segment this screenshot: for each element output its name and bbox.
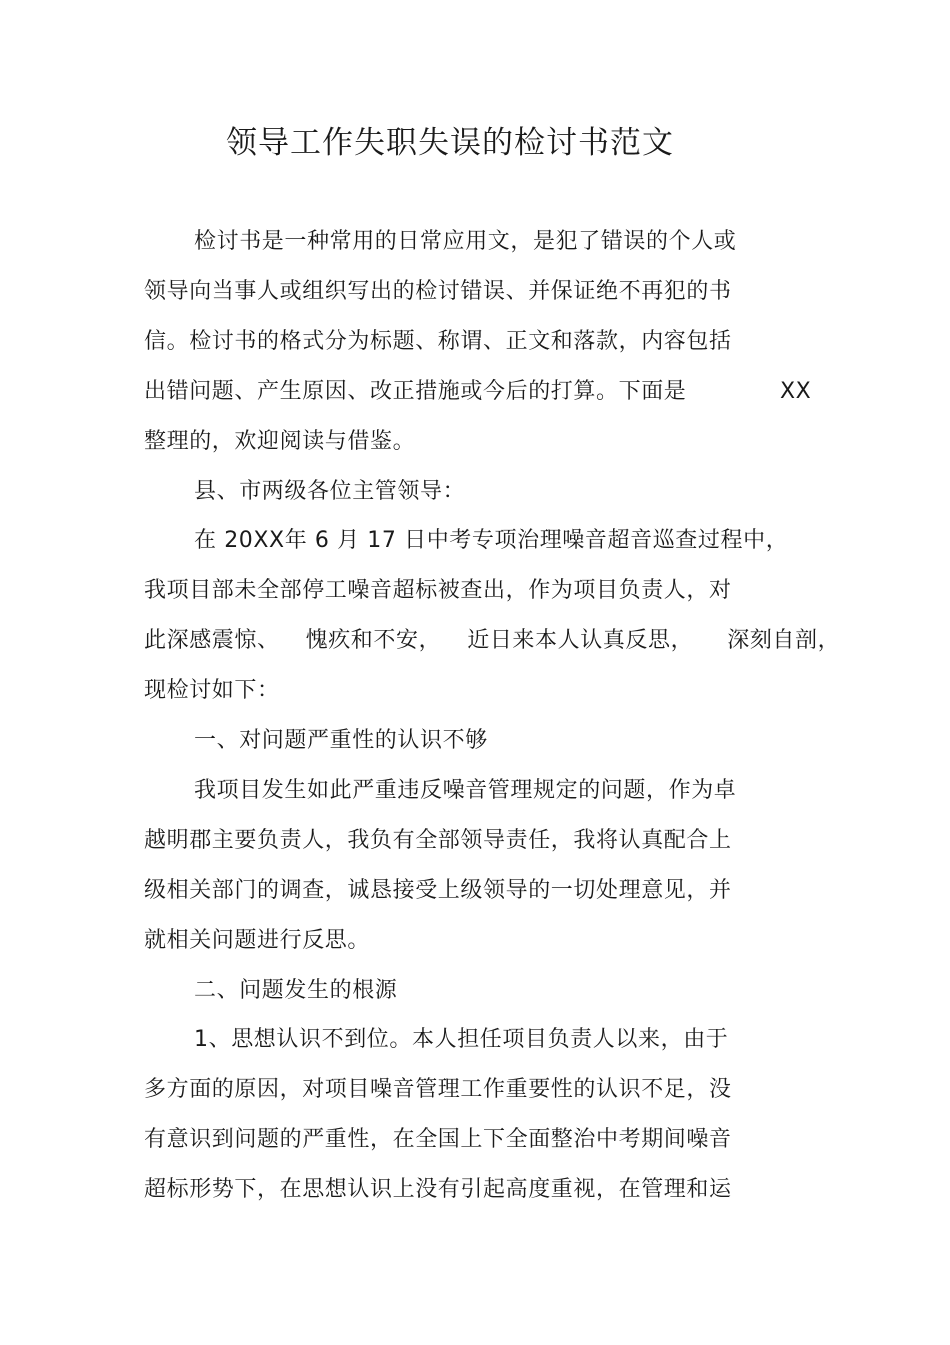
paragraph-line: 在 20XX年 6 月 17 日中考专项治理噪音超音巡查过程中， <box>194 528 789 553</box>
paragraph-line: 多方面的原因，对项目噪音管理工作重要性的认识不足，没 <box>144 1077 732 1102</box>
paragraph-line: 超标形势下，在思想认识上没有引起高度重视，在管理和运 <box>144 1177 732 1202</box>
paragraph-segment: 此深感震惊、 <box>144 628 280 653</box>
paragraph-segment: 愧疚和不安， <box>305 628 442 653</box>
paragraph-line: 1、思想认识不到位。本人担任项目负责人以来，由于 <box>194 1027 729 1052</box>
paragraph-line: 我项目发生如此严重违反噪音管理规定的问题，作为卓 <box>194 778 737 803</box>
salutation: 县、市两级各位主管领导： <box>194 479 466 504</box>
paragraph-line: 信。检讨书的格式分为标题、称谓、正文和落款，内容包括 <box>144 329 732 354</box>
document-title: 领导工作失职失误的检讨书范文 <box>226 125 674 161</box>
paragraph-line: 级相关部门的调查，诚恳接受上级领导的一切处理意见，并 <box>144 878 732 903</box>
paragraph-line: 就相关问题进行反思。 <box>144 928 371 953</box>
placeholder-xx: XX <box>780 379 812 404</box>
section-heading: 一、对问题严重性的认识不够 <box>194 728 488 753</box>
paragraph-line: 领导向当事人或组织写出的检讨错误、并保证绝不再犯的书 <box>144 279 732 304</box>
paragraph-line: 越明郡主要负责人，我负有全部领导责任，我将认真配合上 <box>144 828 732 853</box>
paragraph-segment: 深刻自剖， <box>727 628 841 653</box>
paragraph-segment: 近日来本人认真反思， <box>467 628 694 653</box>
paragraph-line: 出错问题、产生原因、改正措施或今后的打算。下面是 <box>144 379 687 404</box>
section-heading: 二、问题发生的根源 <box>194 978 398 1003</box>
paragraph-line: 现检讨如下： <box>144 678 280 703</box>
paragraph-line: 有意识到问题的严重性，在全国上下全面整治中考期间噪音 <box>144 1127 732 1152</box>
paragraph-line: 检讨书是一种常用的日常应用文，是犯了错误的个人或 <box>194 229 737 254</box>
paragraph-line: 我项目部未全部停工噪音超标被查出，作为项目负责人，对 <box>144 578 732 603</box>
paragraph-line: 整理的，欢迎阅读与借鉴。 <box>144 429 416 454</box>
paragraph-line-segmented <box>144 626 840 656</box>
